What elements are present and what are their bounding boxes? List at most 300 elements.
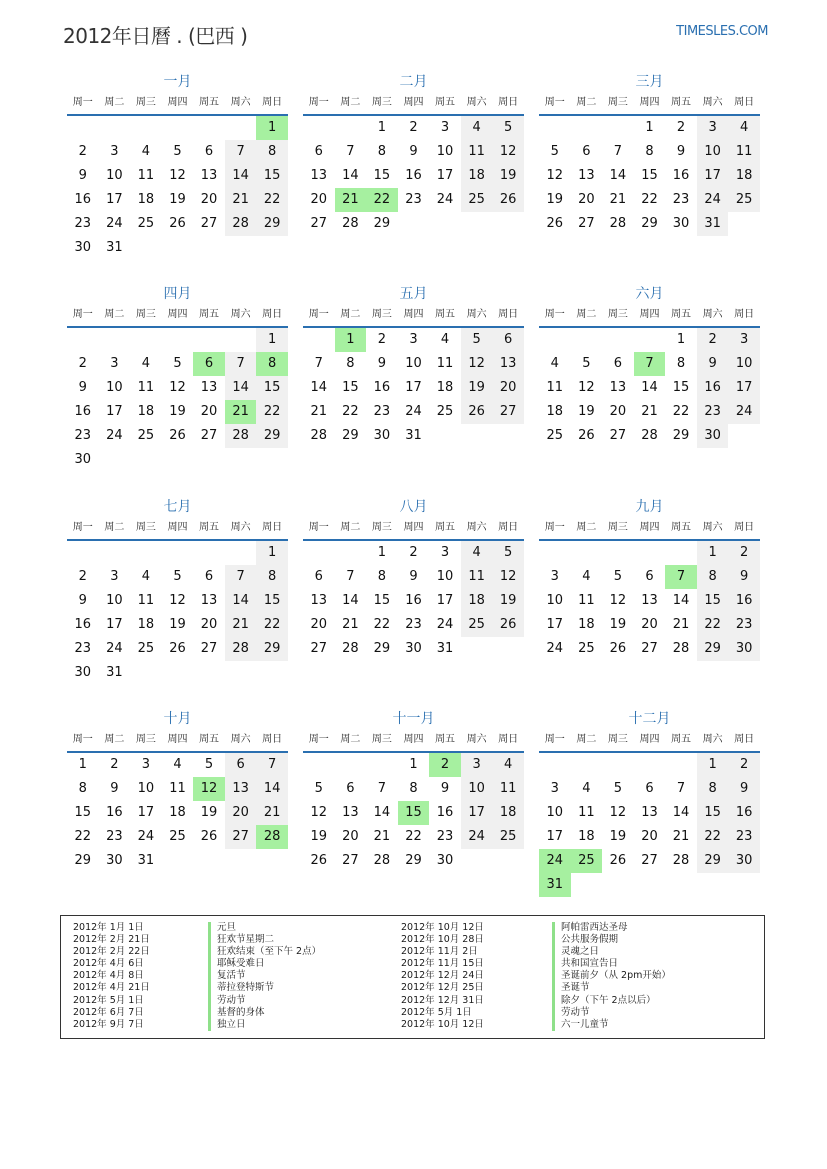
day-cell: 15 (373, 593, 391, 608)
empty-cell (665, 753, 697, 777)
weekend-day-cell: 10 (461, 777, 493, 801)
weekday-label: 周一 (72, 522, 93, 533)
day-cell: 18 (578, 829, 595, 844)
day-cell: 30 (74, 665, 92, 680)
day-cell: 23 (672, 192, 690, 207)
day-cell: 27 (200, 641, 218, 656)
weekday-label: 周四 (639, 522, 660, 533)
day-cell: 7 (613, 144, 623, 159)
day-cell: 6 (314, 144, 323, 159)
weekend-day-cell: 24 (728, 400, 760, 424)
day-cell: 24 (436, 192, 454, 207)
day-cell: 19 (609, 617, 627, 632)
day-cell: 27 (641, 641, 658, 656)
holiday-name: 蒂拉登特斯节 (208, 982, 321, 994)
day-cell: 18 (137, 617, 155, 632)
month-name: 四月 (163, 286, 192, 302)
holiday-day-cell: 25 (571, 849, 603, 873)
day-cell: 1 (676, 332, 686, 347)
holiday-date: 2012年 11月 2日 (401, 946, 478, 958)
weekend-day-cell: 14 (225, 164, 257, 188)
weekday-label: 周三 (607, 734, 628, 745)
day-cell: 25 (137, 216, 155, 231)
day-cell: 20 (200, 617, 218, 632)
weekend-day-cell: 25 (461, 188, 493, 212)
weekday-label: 周一 (544, 734, 565, 745)
day-cell: 22 (405, 829, 422, 844)
holiday-name: 除夕（下午 2点以后） (552, 995, 671, 1007)
day-cell: 23 (74, 641, 92, 656)
weekend-day-cell: 15 (697, 589, 729, 613)
weekday-label: 周四 (403, 522, 424, 533)
holiday-date: 2012年 4月 6日 (73, 958, 144, 970)
empty-cell (225, 328, 257, 352)
day-cell: 5 (550, 144, 559, 159)
day-cell: 26 (609, 641, 627, 656)
weekend-day-cell: 22 (256, 400, 288, 424)
weekday-label: 周日 (262, 522, 283, 533)
site-link[interactable]: TIMESLES.COM (676, 24, 768, 39)
weekend-day-cell: 6 (225, 753, 257, 777)
empty-cell (335, 753, 367, 777)
day-cell: 24 (546, 641, 564, 656)
weekend-day-cell: 3 (697, 116, 729, 140)
day-cell: 26 (169, 428, 186, 443)
month-calendar (67, 497, 288, 685)
day-cell: 14 (342, 593, 359, 608)
empty-cell (130, 116, 162, 140)
month-calendar (539, 709, 760, 897)
day-cell: 5 (173, 144, 182, 159)
day-cell: 24 (405, 404, 422, 419)
day-cell: 9 (78, 380, 87, 395)
day-cell: 5 (613, 569, 623, 584)
weekday-label: 周一 (308, 309, 329, 320)
weekday-label: 周日 (262, 734, 283, 745)
day-cell: 16 (436, 805, 454, 820)
holiday-day-cell: 22 (366, 188, 398, 212)
day-cell: 17 (106, 192, 123, 207)
day-cell: 27 (200, 216, 218, 231)
holiday-date: 2012年 10月 28日 (401, 934, 484, 946)
empty-cell (67, 541, 99, 565)
holiday-day-cell: 2 (429, 753, 461, 777)
day-cell: 16 (74, 617, 92, 632)
holiday-name: 阿帕雷西达圣母 (552, 922, 671, 934)
day-cell: 28 (672, 641, 690, 656)
holiday-day-cell: 7 (634, 352, 666, 376)
weekend-day-cell: 26 (492, 188, 524, 212)
day-cell: 22 (373, 617, 391, 632)
weekend-day-cell: 29 (697, 637, 729, 661)
weekend-day-cell: 7 (256, 753, 288, 777)
day-cell: 12 (609, 805, 627, 820)
day-cell: 12 (169, 593, 186, 608)
day-cell: 15 (641, 168, 658, 183)
day-grid (303, 116, 524, 236)
holiday-date: 2012年 1月 1日 (73, 922, 144, 933)
weekend-day-cell: 17 (728, 376, 760, 400)
day-cell: 20 (641, 617, 658, 632)
weekend-day-cell: 22 (697, 825, 729, 849)
weekday-label: 周二 (576, 309, 597, 320)
day-cell: 10 (436, 569, 454, 584)
holiday-date: 2012年 12月 24日 (401, 970, 484, 982)
day-cell: 14 (672, 805, 690, 820)
day-cell: 15 (342, 380, 359, 395)
day-cell: 27 (310, 641, 328, 656)
day-cell: 26 (169, 641, 186, 656)
weekend-day-cell: 26 (461, 400, 493, 424)
weekday-label: 周六 (230, 734, 251, 745)
month-name: 十月 (163, 711, 192, 727)
holiday-day-cell: 1 (256, 116, 288, 140)
day-cell: 9 (676, 144, 686, 159)
day-cell: 14 (641, 380, 658, 395)
weekend-day-cell: 4 (461, 541, 493, 565)
day-cell: 19 (310, 829, 328, 844)
weekend-day-cell: 14 (225, 589, 257, 613)
weekend-day-cell: 12 (492, 565, 524, 589)
weekend-day-cell: 6 (492, 328, 524, 352)
day-cell: 11 (578, 805, 595, 820)
weekend-day-cell: 26 (492, 613, 524, 637)
weekend-day-cell: 28 (225, 212, 257, 236)
day-cell: 21 (342, 617, 359, 632)
day-cell: 26 (609, 853, 627, 868)
day-cell: 13 (578, 168, 595, 183)
day-cell: 23 (405, 192, 422, 207)
month-calendar (539, 284, 760, 448)
weekend-day-cell: 4 (728, 116, 760, 140)
weekend-day-cell: 22 (697, 613, 729, 637)
empty-cell (162, 328, 194, 352)
month-name: 八月 (399, 499, 428, 515)
day-grid (67, 541, 288, 685)
day-cell: 21 (373, 829, 391, 844)
empty-cell (335, 116, 367, 140)
weekday-header (303, 304, 524, 328)
empty-cell (571, 328, 603, 352)
weekday-label: 周六 (702, 734, 723, 745)
day-cell: 19 (200, 805, 218, 820)
day-cell: 3 (550, 781, 559, 796)
holiday-name: 元旦 (208, 922, 321, 934)
day-cell: 10 (137, 781, 155, 796)
weekend-day-cell: 20 (225, 801, 257, 825)
weekend-day-cell: 2 (697, 328, 729, 352)
day-cell: 11 (137, 168, 155, 183)
day-cell: 4 (141, 356, 151, 371)
weekday-label: 周三 (371, 522, 392, 533)
holiday-name: 基督的身体 (208, 1007, 321, 1019)
weekend-day-cell: 1 (697, 541, 729, 565)
weekend-day-cell: 25 (728, 188, 760, 212)
day-cell: 19 (609, 829, 627, 844)
day-cell: 4 (141, 144, 151, 159)
day-cell: 2 (409, 545, 418, 560)
holiday-date: 2012年 4月 21日 (73, 982, 150, 994)
day-cell: 29 (342, 428, 359, 443)
holiday-names-col-1 (208, 922, 321, 1031)
day-cell: 7 (314, 356, 323, 371)
day-cell: 13 (342, 805, 359, 820)
weekday-label: 周一 (72, 734, 93, 745)
day-cell: 21 (609, 192, 627, 207)
day-cell: 1 (645, 120, 654, 135)
holiday-day-cell: 31 (539, 873, 571, 897)
weekend-day-cell: 15 (256, 589, 288, 613)
day-cell: 20 (310, 192, 328, 207)
weekend-day-cell: 1 (256, 541, 288, 565)
month-name: 六月 (635, 286, 664, 302)
day-cell: 4 (582, 569, 591, 584)
day-grid (539, 541, 760, 661)
day-cell: 24 (137, 829, 155, 844)
empty-cell (162, 541, 194, 565)
weekend-day-cell: 19 (492, 164, 524, 188)
empty-cell (99, 116, 131, 140)
empty-cell (99, 328, 131, 352)
weekday-label: 周日 (734, 734, 755, 745)
day-cell: 31 (405, 428, 422, 443)
weekday-label: 周三 (135, 734, 156, 745)
day-cell: 18 (578, 617, 595, 632)
holiday-day-cell: 21 (225, 400, 257, 424)
day-cell: 5 (204, 757, 214, 772)
day-cell: 5 (173, 569, 182, 584)
day-cell: 11 (169, 781, 186, 796)
day-cell: 29 (373, 216, 391, 231)
weekday-label: 周六 (466, 309, 487, 320)
day-cell: 17 (546, 617, 564, 632)
weekend-day-cell: 30 (728, 637, 760, 661)
empty-cell (193, 328, 225, 352)
weekday-label: 周五 (435, 309, 456, 320)
day-cell: 2 (78, 144, 87, 159)
day-cell: 20 (200, 192, 218, 207)
day-cell: 23 (106, 829, 123, 844)
weekend-day-cell: 18 (461, 164, 493, 188)
weekend-day-cell: 18 (461, 589, 493, 613)
weekend-day-cell: 11 (461, 565, 493, 589)
day-cell: 8 (78, 781, 87, 796)
empty-cell (539, 753, 571, 777)
weekend-day-cell: 21 (256, 801, 288, 825)
holiday-name: 狂欢结束（至下午 2点） (208, 946, 321, 958)
weekday-label: 周六 (466, 522, 487, 533)
weekday-label: 周三 (135, 522, 156, 533)
weekday-label: 周三 (607, 522, 628, 533)
weekend-day-cell: 21 (225, 188, 257, 212)
month-name: 三月 (635, 74, 664, 90)
day-cell: 11 (546, 380, 564, 395)
day-cell: 5 (314, 781, 323, 796)
weekend-day-cell: 14 (256, 777, 288, 801)
weekend-day-cell: 10 (697, 140, 729, 164)
day-cell: 11 (137, 380, 155, 395)
day-grid (67, 753, 288, 873)
weekday-label: 周三 (371, 309, 392, 320)
day-cell: 1 (377, 545, 387, 560)
weekend-day-cell: 9 (728, 565, 760, 589)
day-cell: 6 (314, 569, 323, 584)
weekday-label: 周五 (671, 309, 692, 320)
day-cell: 25 (169, 829, 186, 844)
weekend-day-cell: 29 (256, 212, 288, 236)
weekend-day-cell: 31 (697, 212, 729, 236)
day-cell: 16 (405, 168, 422, 183)
day-cell: 9 (409, 144, 418, 159)
day-cell: 25 (546, 428, 564, 443)
weekend-day-cell: 11 (492, 777, 524, 801)
empty-cell (162, 116, 194, 140)
day-cell: 24 (106, 428, 123, 443)
weekday-header (539, 304, 760, 328)
weekday-label: 周四 (167, 522, 188, 533)
day-cell: 6 (204, 144, 214, 159)
weekend-day-cell: 1 (697, 753, 729, 777)
day-cell: 24 (436, 617, 454, 632)
day-cell: 17 (436, 168, 454, 183)
weekday-label: 周二 (104, 522, 125, 533)
day-cell: 10 (546, 805, 564, 820)
weekend-day-cell: 8 (256, 565, 288, 589)
day-cell: 29 (641, 216, 658, 231)
holiday-date: 2012年 4月 8日 (73, 970, 144, 982)
weekend-day-cell: 7 (225, 352, 257, 376)
day-cell: 3 (440, 545, 450, 560)
weekday-label: 周二 (340, 522, 361, 533)
weekday-label: 周四 (639, 309, 660, 320)
day-cell: 30 (106, 853, 123, 868)
holiday-day-cell: 8 (256, 352, 288, 376)
weekend-day-cell: 22 (256, 188, 288, 212)
day-cell: 20 (342, 829, 359, 844)
day-cell: 17 (106, 404, 123, 419)
weekday-label: 周一 (308, 734, 329, 745)
empty-cell (303, 753, 335, 777)
day-cell: 17 (405, 380, 422, 395)
weekday-label: 周二 (576, 734, 597, 745)
day-cell: 14 (672, 593, 690, 608)
holiday-day-cell: 6 (193, 352, 225, 376)
weekend-day-cell: 30 (697, 424, 729, 448)
weekend-day-cell: 24 (697, 188, 729, 212)
day-cell: 18 (137, 404, 155, 419)
weekday-header (67, 304, 288, 328)
day-cell: 10 (106, 168, 123, 183)
day-cell: 28 (672, 853, 690, 868)
weekday-label: 周六 (466, 734, 487, 745)
weekend-day-cell: 23 (728, 613, 760, 637)
weekend-day-cell: 18 (728, 164, 760, 188)
day-grid (67, 328, 288, 472)
weekday-label: 周一 (544, 522, 565, 533)
empty-cell (193, 541, 225, 565)
day-cell: 9 (377, 356, 387, 371)
day-cell: 3 (409, 332, 418, 347)
day-cell: 20 (310, 617, 328, 632)
day-cell: 9 (78, 593, 87, 608)
weekday-label: 周二 (104, 309, 125, 320)
day-cell: 27 (578, 216, 595, 231)
day-cell: 11 (436, 356, 454, 371)
day-cell: 30 (373, 428, 391, 443)
month-calendar (303, 709, 524, 873)
day-cell: 16 (672, 168, 690, 183)
empty-cell (335, 541, 367, 565)
holiday-name: 六一儿童节 (552, 1019, 671, 1031)
day-cell: 22 (672, 404, 690, 419)
weekend-day-cell: 3 (728, 328, 760, 352)
day-cell: 31 (106, 240, 123, 255)
holiday-day-cell: 15 (398, 801, 430, 825)
weekday-label: 周四 (639, 734, 660, 745)
weekday-header (67, 517, 288, 541)
month-calendar (67, 284, 288, 472)
day-cell: 5 (582, 356, 591, 371)
day-cell: 9 (409, 569, 418, 584)
weekend-day-cell: 9 (697, 352, 729, 376)
day-cell: 16 (373, 380, 391, 395)
day-cell: 31 (436, 641, 454, 656)
weekday-header (303, 92, 524, 116)
weekend-day-cell: 27 (225, 825, 257, 849)
weekday-header (303, 729, 524, 753)
day-cell: 24 (106, 641, 123, 656)
weekday-label: 周二 (104, 97, 125, 108)
weekend-day-cell: 5 (461, 328, 493, 352)
day-cell: 14 (609, 168, 627, 183)
day-cell: 17 (546, 829, 564, 844)
day-cell: 13 (200, 168, 218, 183)
day-cell: 5 (173, 356, 182, 371)
holiday-name: 公共服务假期 (552, 934, 671, 946)
day-cell: 18 (137, 192, 155, 207)
day-cell: 12 (578, 380, 595, 395)
empty-cell (571, 753, 603, 777)
day-cell: 19 (546, 192, 564, 207)
day-grid (539, 753, 760, 897)
weekend-day-cell: 8 (697, 777, 729, 801)
weekday-label: 周二 (104, 734, 125, 745)
day-cell: 1 (377, 120, 387, 135)
day-cell: 17 (106, 617, 123, 632)
weekday-label: 周五 (199, 734, 220, 745)
weekday-label: 周二 (340, 734, 361, 745)
holiday-date: 2012年 12月 25日 (401, 982, 484, 994)
day-cell: 16 (74, 192, 92, 207)
day-grid (303, 541, 524, 661)
holiday-name: 劳动节 (552, 1007, 671, 1019)
weekday-label: 周六 (702, 309, 723, 320)
day-cell: 8 (645, 144, 654, 159)
day-cell: 21 (310, 404, 328, 419)
day-cell: 4 (550, 356, 559, 371)
weekend-day-cell: 15 (697, 801, 729, 825)
day-cell: 28 (641, 428, 658, 443)
empty-cell (225, 541, 257, 565)
day-cell: 27 (310, 216, 328, 231)
day-cell: 12 (609, 593, 627, 608)
day-grid (67, 116, 288, 260)
weekday-label: 周一 (544, 97, 565, 108)
weekend-day-cell: 5 (492, 541, 524, 565)
weekday-label: 周四 (403, 97, 424, 108)
weekday-label: 周五 (671, 97, 692, 108)
holiday-date: 2012年 5月 1日 (73, 994, 144, 1006)
